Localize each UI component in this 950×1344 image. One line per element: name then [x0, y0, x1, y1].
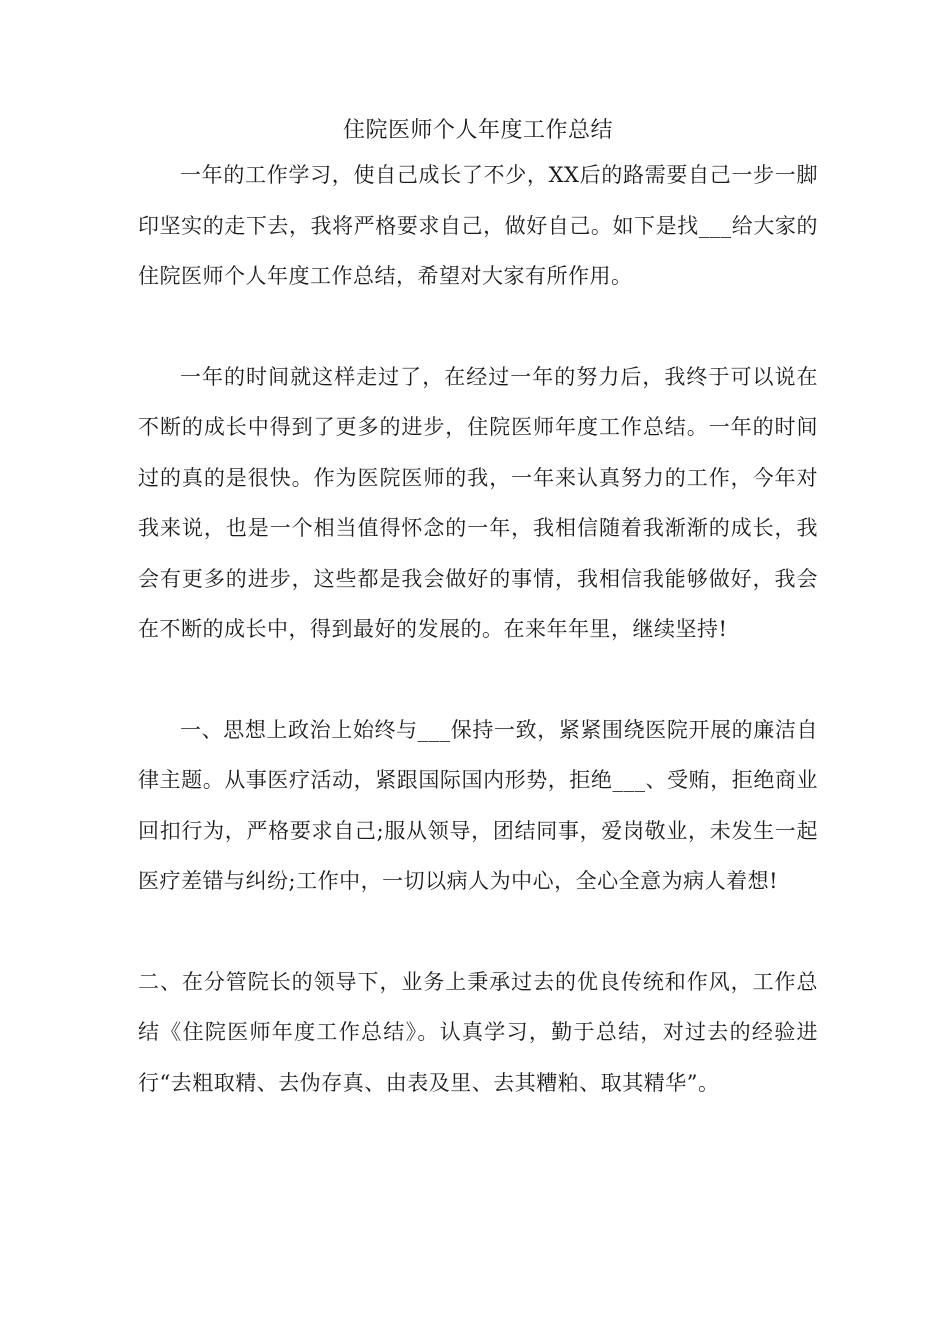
- section-1-paragraph: 一、思想上政治上始终与___保持一致，紧紧围绕医院开展的廉洁自律主题。从事医疗活动，紧跟国际国内形势，拒绝___、受贿，拒绝商业回扣行为，严格要求自己;服从领导，团结同事，爱岗敬业，未发生一起医疗差错与纠纷;工作中，一切以病人为中心，全心全意为病人着想!: [138, 717, 818, 893]
- body-paragraph-1: 一年的时间就这样走过了，在经过一年的努力后，我终于可以说在不断的成长中得到了更多的进步，住院医师年度工作总结。一年的时间过的真的是很快。作为医院医师的我，一年来认真努力的工作，今年对我来说，也是一个相当值得怀念的一年，我相信随着我渐渐的成长，我会有更多的进步，这些都是我会做好的事情，我相信我能够做好，我会在不断的成长中，得到最好的发展的。在来年年里，继续坚持!: [138, 364, 818, 641]
- section-2-paragraph: 二、在分管院长的领导下，业务上秉承过去的优良传统和作风，工作总结《住院医师年度工作总结》。认真学习，勤于总结，对过去的经验进行“去粗取精、去伪存真、由表及里、去其糟粕、取其精华”。: [138, 969, 818, 1095]
- intro-paragraph: 一年的工作学习，使自己成长了不少，XX后的路需要自己一步一脚印坚实的走下去，我将严格要求自己，做好自己。如下是找___给大家的住院医师个人年度工作总结，希望对大家有所作用。: [138, 163, 818, 288]
- document-page: [138, 112, 818, 1108]
- document-title: 住院医师个人年度工作总结: [342, 118, 613, 143]
